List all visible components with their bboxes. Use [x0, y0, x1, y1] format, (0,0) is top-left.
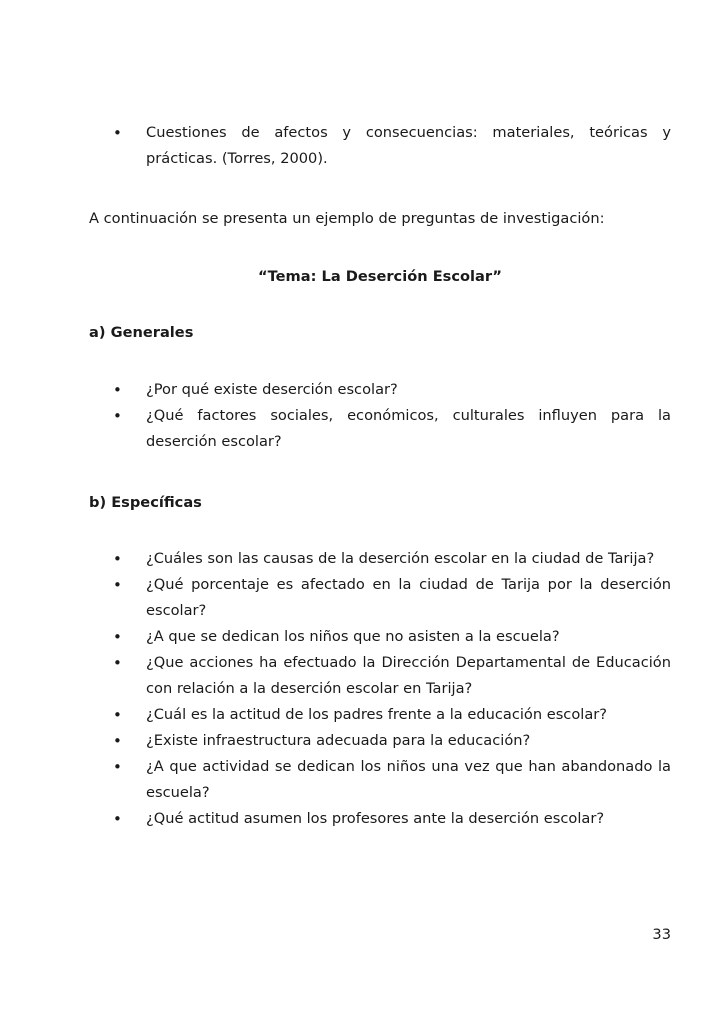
intro-paragraph: A continuación se presenta un ejemplo de preguntas de investigación:: [89, 210, 605, 227]
list-item: [0, 650, 728, 702]
list-item-text: ¿Por qué existe deserción escolar?: [146, 381, 398, 398]
list-item: [0, 403, 728, 455]
section-b-heading: b) Específicas: [89, 494, 202, 511]
bullet-icon: •: [113, 407, 122, 425]
list-item: [0, 806, 728, 832]
intro-bullet-list: [0, 120, 728, 172]
bullet-icon: •: [113, 628, 122, 646]
bullet-icon: •: [113, 550, 122, 568]
list-item: [0, 624, 728, 650]
bullet-icon: •: [113, 654, 122, 672]
list-item: [0, 120, 728, 172]
list-item-text: Cuestiones de afectos y consecuencias: materiales, teóricas y prácticas. (Torres, 2000).: [146, 124, 671, 167]
list-item: [0, 572, 728, 624]
list-item-text: ¿A que se dedican los niños que no asisten a la escuela?: [146, 628, 560, 645]
page-number: 33: [652, 926, 671, 943]
section-a-heading: a) Generales: [89, 324, 194, 341]
list-item: [0, 702, 728, 728]
topic-title: “Tema: La Deserción Escolar”: [258, 268, 502, 285]
bullet-icon: •: [113, 124, 122, 142]
bullet-icon: •: [113, 758, 122, 776]
list-item: [0, 546, 728, 572]
list-item: [0, 377, 728, 403]
list-item-text: ¿Qué factores sociales, económicos, culturales influyen para la deserción escolar?: [146, 407, 671, 450]
bullet-icon: •: [113, 732, 122, 750]
list-item-text: ¿Existe infraestructura adecuada para la educación?: [146, 732, 531, 749]
section-a-list: [0, 377, 728, 455]
list-item-text: ¿Cuáles son las causas de la deserción escolar en la ciudad de Tarija?: [146, 550, 655, 567]
bullet-icon: •: [113, 381, 122, 399]
list-item-text: ¿Que acciones ha efectuado la Dirección Departamental de Educación con relación a la deserción escolar en Tarija?: [146, 654, 671, 697]
list-item-text: ¿Qué porcentaje es afectado en la ciudad de Tarija por la deserción escolar?: [146, 576, 671, 619]
list-item: [0, 754, 728, 806]
list-item-text: ¿A que actividad se dedican los niños una vez que han abandonado la escuela?: [146, 758, 671, 801]
bullet-icon: •: [113, 576, 122, 594]
list-item-text: ¿Cuál es la actitud de los padres frente a la educación escolar?: [146, 706, 608, 723]
bullet-icon: •: [113, 810, 122, 828]
section-b-list: [0, 546, 728, 832]
list-item-text: ¿Qué actitud asumen los profesores ante la deserción escolar?: [146, 810, 605, 827]
list-item: [0, 728, 728, 754]
bullet-icon: •: [113, 706, 122, 724]
